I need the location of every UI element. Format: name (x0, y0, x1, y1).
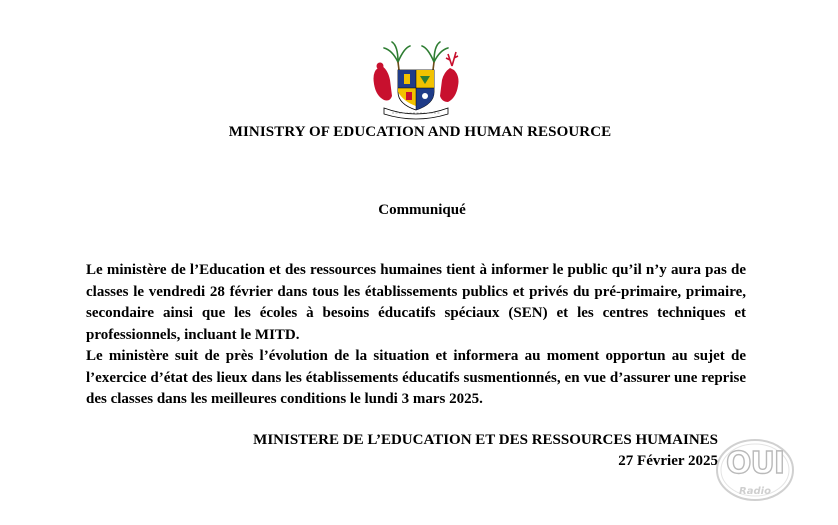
body-paragraph: Le ministère de l’Education et des ressources humaines tient à informer le public qu’il n’y aura pas de classes le vendredi 28 février dans tous les établissements publics et privés du pré-primaire, primaire, secondaire ainsi que les écoles à besoins éducatifs spéciaux (SEN) et les centres techniques et professionnels, incluant le MITD. (86, 262, 746, 343)
coat-of-arms-icon (368, 40, 464, 120)
communique-heading: Communiqué (378, 202, 466, 218)
body-paragraph: Le ministère suit de près l’évolution de la situation et informera au moment opportun au sujet de l’exercice d’état des lieux dans les établissements éducatifs susmentionnés, en vue d’assurer une reprise des classes dans les meilleures conditions le lundi 3 mars 2025. (86, 348, 746, 407)
signature-block (253, 430, 718, 472)
watermark-sub-text: Radio (739, 486, 771, 497)
watermark-logo-text: OUI (725, 446, 785, 481)
signature-date: 27 Février 2025 (618, 453, 718, 469)
ministry-title: MINISTRY OF EDUCATION AND HUMAN RESOURCE (228, 124, 612, 140)
signature-name: MINISTERE DE L’EDUCATION ET DES RESSOURCES HUMAINES (253, 432, 718, 448)
communique-body (86, 260, 746, 411)
